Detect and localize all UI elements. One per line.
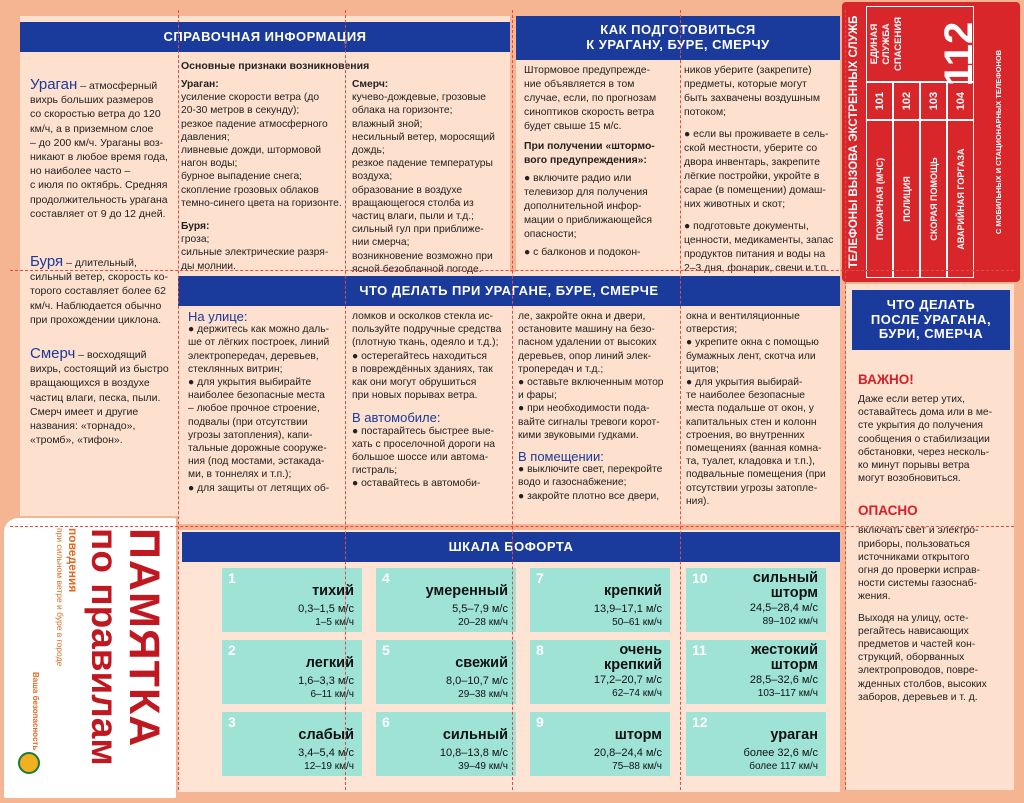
- cut-line-h1: [10, 270, 1014, 271]
- danger-label: ОПАСНО: [858, 503, 918, 519]
- hurricane-text-line: вихрь больших размеров: [30, 94, 154, 107]
- cut-line-v3: [512, 10, 513, 790]
- beaufort-number: 11: [692, 642, 707, 658]
- outside-text-line: наиболее безопасные места: [188, 390, 325, 402]
- prepare-col2-line: них животных и скот;: [684, 199, 786, 210]
- beaufort-speed: 28,5–32,6 м/с 103–117 км/ч: [749, 674, 818, 699]
- beaufort-item: [376, 712, 516, 776]
- beaufort-number: 4: [382, 570, 390, 586]
- hurricane-text-line: км/ч, а в приземном слое: [30, 122, 154, 135]
- whatdo-col1: [188, 310, 348, 495]
- outside-text-line: как они могут обрушиться: [352, 377, 477, 389]
- outside-text-line: ния (под мостами, эстакада-: [188, 456, 325, 468]
- outside-text-line: ● для укрытия выбирайте: [188, 377, 312, 389]
- signs-tornado-line: сильный гул при приближе-: [352, 224, 484, 236]
- car-text-line: остановите машину на безо-: [518, 324, 655, 336]
- memo-sub-line2: при сильном ветре и буре в городе: [55, 528, 65, 667]
- service-name: ПОЖАРНАЯ (МЧС): [866, 120, 893, 278]
- service-name: АВАРИЙНАЯ ГОРГАЗА: [947, 120, 974, 278]
- beaufort-number: 8: [536, 642, 544, 658]
- service-name: СКОРАЯ ПОМОЩЬ: [920, 120, 947, 278]
- beaufort-number: 7: [536, 570, 544, 586]
- outside-text-line: угрозы затопления), капи-: [188, 429, 313, 441]
- danger-text-line: заборов, деревьев и т. д.: [858, 691, 978, 703]
- after-title: ЧТО ДЕЛАТЬ ПОСЛЕ УРАГАНА, БУРИ, СМЕРЧА: [852, 290, 1010, 350]
- danger-text-line: [858, 604, 1010, 612]
- tornado-text-line: частиц влаги, песка, пыли.: [30, 391, 161, 404]
- room-head: В помещении:: [518, 449, 604, 465]
- beaufort-number: 2: [228, 642, 236, 658]
- beaufort-name: слабый: [298, 727, 354, 743]
- signs-tornado-line: дождь;: [352, 145, 385, 157]
- car-text-line: гистраль;: [352, 465, 398, 477]
- prepare-bullet-line: телевизор для получения: [524, 187, 648, 198]
- prepare-col2-line: 2–3 дня, фонарик, свечи и т.п.: [684, 263, 830, 274]
- beaufort-item: [376, 640, 516, 704]
- hurricane-text-line: – до 200 км/ч. Ураганы воз-: [30, 136, 164, 149]
- beaufort-item: [686, 640, 826, 704]
- beaufort-number: 3: [228, 714, 236, 730]
- outside-text-line: (плотную ткань, одеяло и т.д.);: [352, 337, 499, 349]
- outside-text-line: электропередач, деревьев,: [188, 350, 319, 362]
- beaufort-name: очень крепкий: [603, 642, 662, 673]
- prepare-col2-line: лёгкие постройки, укройте в: [684, 171, 820, 182]
- important-text-line: оставайтесь дома или в ме-: [858, 407, 993, 419]
- prepare-intro-line: случае, если, по прогнозам: [524, 93, 657, 104]
- signs-tornado-line: влажный зной;: [352, 118, 423, 130]
- danger-text-line: Выходя на улицу, осте-: [858, 612, 969, 624]
- prepare-bullet-line: ● включите радио или: [524, 173, 632, 184]
- whatdo-col4: [686, 310, 838, 508]
- tornado-text-line: вихрь, состоящий из быстро: [30, 363, 169, 376]
- car-text-line: ● оставайтесь в автомоби-: [352, 478, 481, 490]
- room-text-line: щитов;: [686, 363, 719, 375]
- outside-text-line: ломков и осколков стекла ис-: [352, 311, 493, 322]
- room-text-line: ния).: [686, 495, 710, 507]
- signs-hurricane-line: ливневые дожди, штормовой: [181, 145, 322, 157]
- prepare-intro-line: ние объявляется в том: [524, 79, 635, 90]
- beaufort-number: 6: [382, 714, 390, 730]
- outside-text-line: стеклянных витрин;: [188, 363, 283, 375]
- signs-hurricane-line: 20-30 метров в секунду);: [181, 105, 300, 117]
- memo-big-line1: ПАМЯТКА: [120, 528, 168, 748]
- prepare-intro-line: будет свыше 15 м/с.: [524, 121, 622, 132]
- room-text-line: строения, во внутренних: [686, 429, 805, 441]
- storm-text-line: км/ч. Наблюдается обычно: [30, 299, 162, 312]
- prepare-intro-line: синоптиков скорость ветра: [524, 107, 655, 118]
- beaufort-item: [222, 712, 362, 776]
- signs-hurricane-line: давления;: [181, 131, 230, 143]
- car-text-line: ● при необходимости пода-: [518, 403, 650, 415]
- beaufort-speed: 3,4–5,4 м/с 12–19 км/ч: [298, 747, 354, 772]
- signs-tornado-line: несильный ветер, моросящий: [352, 131, 495, 143]
- tornado-definition: [30, 347, 175, 447]
- prepare-bold-line: При получении «штормо-: [524, 141, 655, 152]
- room-text-line: ● закройте плотно все двери,: [518, 490, 660, 502]
- signs-tornado-line: ясной безоблачной погоде.: [352, 263, 482, 275]
- room-text-line: помещениях (ванная комна-: [686, 443, 822, 455]
- memo-brand: Ваша безопасность: [31, 672, 40, 751]
- car-text-line: вайте сигналы тревоги корот-: [518, 416, 660, 428]
- beaufort-speed: 24,5–28,4 м/с 89–102 км/ч: [749, 602, 818, 627]
- tornado-text-line: Смерч имеет и другие: [30, 405, 139, 418]
- whatdo-title: ЧТО ДЕЛАТЬ ПРИ УРАГАНЕ, БУРЕ, СМЕРЧЕ: [178, 276, 840, 306]
- memo-big-line2: по правилам: [84, 528, 125, 766]
- prepare-col2-line: ● если вы проживаете в сель-: [684, 129, 829, 140]
- prepare-bullet-line: опасности;: [524, 229, 577, 240]
- prepare-col2-line: быть захвачены воздушным: [684, 93, 821, 104]
- danger-text-line: предметов и частей кон-: [858, 639, 976, 651]
- prepare-col2-line: предметы, которые могут: [684, 79, 807, 90]
- signs-tornado-line: воздуха;: [352, 171, 393, 183]
- outside-text-line: в повреждённых зданиях, так: [352, 363, 493, 375]
- hurricane-text-line: продолжительность урагана: [30, 193, 168, 206]
- signs-tornado-line: нии смерча;: [352, 237, 410, 249]
- outside-text-line: ● для защиты от летящих об-: [188, 482, 330, 494]
- hurricane-text-line: составляет от 9 до 12 дней.: [30, 207, 166, 220]
- danger-text-line: регайтесь нависающих: [858, 625, 969, 637]
- unified-line1: ЕДИНАЯ СЛУЖБА: [869, 23, 892, 65]
- after-content: [858, 372, 1010, 704]
- signs-hurricane-line: резкое падение атмосферного: [181, 118, 328, 130]
- beaufort-speed: 0,3–1,5 м/с 1–5 км/ч: [298, 603, 354, 628]
- signs-tornado: [352, 78, 508, 276]
- beaufort-speed: более 32,6 м/с более 117 км/ч: [743, 747, 818, 772]
- hurricane-text-line: с июля по октябрь. Средняя: [30, 179, 168, 192]
- emergency-note: С МОБИЛЬНЫХ И СТАЦИОНАРНЫХ ТЕЛЕФОНОВ: [994, 49, 1003, 235]
- car-text-line: деревьев, опор линий элек-: [518, 350, 652, 362]
- prepare-bullet-line: мации о приближающейся: [524, 215, 652, 226]
- service-code: 101: [866, 82, 893, 120]
- prepare-bullet-line: ● с балконов и подокон-: [524, 247, 641, 258]
- outside-head: На улице:: [188, 309, 248, 324]
- beaufort-item: [222, 640, 362, 704]
- outside-text-line: ми, в тоннелях и т.п.);: [188, 469, 292, 481]
- cut-line-h2: [10, 526, 1014, 527]
- signs-storm-line: сильные электрические разря-: [181, 247, 329, 259]
- beaufort-name: сильный шторм: [752, 570, 818, 601]
- danger-text-line: огня до проверки исправ-: [858, 565, 980, 577]
- signs-hurricane: [181, 78, 347, 273]
- signs-tornado-line: вращающегося столба из: [352, 197, 474, 209]
- beaufort-item: [530, 712, 670, 776]
- important-text-line: Даже если ветер утих,: [858, 394, 965, 405]
- important-text-line: сообщения о стабилизации: [858, 433, 990, 445]
- prepare-title: КАК ПОДГОТОВИТЬСЯ К УРАГАНУ, БУРЕ, СМЕРЧУ: [516, 16, 840, 60]
- beaufort-name: сильный: [442, 727, 508, 743]
- danger-text-line: включать свет и электро-: [858, 525, 979, 537]
- important-label: ВАЖНО!: [858, 372, 914, 387]
- car-text-line: и фары;: [518, 390, 557, 402]
- hurricane-text-line: – атмосферный: [77, 80, 158, 92]
- room-text-line: окна и вентиляционные: [686, 311, 800, 322]
- storm-text-line: сильный ветер, скорость ко-: [30, 271, 168, 284]
- storm-text-line: при прохождении циклона.: [30, 313, 162, 326]
- signs-hurricane-line: скопление грозовых облаков: [181, 184, 319, 196]
- beaufort-item: [686, 712, 826, 776]
- service-code: 103: [920, 82, 947, 120]
- memo-rotated: [8, 522, 172, 786]
- car-text-line: ● оставьте включенным мотор: [518, 377, 664, 389]
- beaufort-title: ШКАЛА БОФОРТА: [182, 532, 840, 562]
- prepare-bold-line: вого предупреждения»:: [524, 155, 647, 166]
- beaufort-number: 9: [536, 714, 544, 730]
- prepare-col2-line: [684, 120, 836, 128]
- room-text-line: отверстия;: [686, 324, 738, 336]
- room-text-line: ● укрепите окна с помощью: [686, 337, 819, 349]
- car-text-line: кими звуковыми гудками.: [518, 429, 639, 441]
- storm-definition: [30, 255, 175, 327]
- prepare-col2-line: ● подготовьте документы,: [684, 221, 809, 232]
- beaufort-name: умеренный: [425, 583, 508, 599]
- signs-hurricane-head: Ураган:: [181, 79, 219, 90]
- tornado-text-line: названия: «торнадо»,: [30, 420, 136, 433]
- room-text-line: подвальные помещения (при: [686, 469, 826, 481]
- car-text-line: ● постарайтесь быстрее вые-: [352, 425, 494, 437]
- beaufort-number: 10: [692, 570, 708, 586]
- signs-storm-line: гроза;: [181, 234, 210, 246]
- hurricane-definition: [30, 78, 175, 221]
- prepare-col2-line: двора инвентарь, закрепите: [684, 157, 821, 168]
- signs-hurricane-line: усиление скорости ветра (до: [181, 92, 320, 104]
- signs-title: Основные признаки возникновения: [181, 60, 370, 72]
- ref-definitions: [30, 78, 175, 447]
- whatdo-col2: [352, 310, 512, 491]
- room-text-line: ● для укрытия выбирай-: [686, 377, 803, 389]
- danger-text-line: струкций, оборванных: [858, 652, 965, 664]
- car-text-line: большое шоссе или автома-: [352, 452, 489, 464]
- emergency-rotated: [846, 6, 1016, 278]
- room-text-line: капитальных стен и колонн: [686, 416, 817, 428]
- danger-text-line: источниками открытого: [858, 551, 970, 563]
- prepare-col2-line: ценности, медикаменты, запас: [684, 235, 834, 246]
- storm-text-line: торого составляет более 62: [30, 285, 166, 298]
- cut-line-v5: [845, 10, 846, 790]
- tornado-text-line: «тромб», «тифон».: [30, 434, 123, 447]
- danger-text-line: ности системы газоснаб-: [858, 578, 977, 590]
- important-text-line: сте укрытия до получения: [858, 420, 983, 432]
- important-text-line: обстановки, через несколь-: [858, 446, 990, 458]
- prepare-col2-line: [684, 212, 836, 220]
- signs-storm-line: ды молнии.: [181, 260, 236, 272]
- hurricane-text-line: никают в любое время года,: [30, 151, 168, 164]
- brand-badge: [18, 752, 40, 774]
- outside-text-line: ● остерегайтесь находиться: [352, 350, 487, 362]
- outside-text-line: пользуйте подручные средства: [352, 324, 502, 336]
- cut-line-v1: [178, 10, 179, 790]
- prepare-bullet-line: дополнительной инфор-: [524, 201, 642, 212]
- room-text-line: ● выключите свет, перекройте: [518, 464, 663, 476]
- signs-tornado-line: образование в воздухе: [352, 184, 463, 196]
- prepare-col2-line: сарае (в помещении) домаш-: [684, 185, 826, 196]
- whatdo-col3: [518, 310, 682, 503]
- tornado-term: Смерч: [30, 345, 76, 363]
- beaufort-speed: 17,2–20,7 м/с 62–74 км/ч: [593, 674, 662, 699]
- beaufort-item: [376, 568, 516, 632]
- hurricane-text-line: но наиболее часто –: [30, 165, 131, 178]
- beaufort-name: жестокий шторм: [751, 642, 818, 673]
- signs-tornado-line: возникновение возможно при: [352, 250, 493, 262]
- car-text-line: хать с проселочной дороги на: [352, 438, 496, 450]
- beaufort-speed: 1,6–3,3 м/с 6–11 км/ч: [298, 675, 354, 700]
- tornado-text-line: вращающихся в воздухе: [30, 377, 150, 390]
- outside-text-line: – любое прочное строение,: [188, 403, 320, 415]
- prepare-col2-line: ников уберите (закрепите): [684, 65, 812, 76]
- room-text-line: та, туалет, кладовка и т.п.),: [686, 456, 815, 468]
- car-text-line: ле, закройте окна и двери,: [518, 311, 646, 322]
- prepare-col1: [524, 64, 680, 260]
- prepare-col2: [684, 64, 836, 276]
- beaufort-name: тихий: [312, 583, 354, 599]
- signs-tornado-line: резкое падение температуры: [352, 158, 493, 170]
- beaufort-speed: 20,8–24,4 м/с 75–88 км/ч: [593, 747, 662, 772]
- unified-number: 112: [937, 21, 981, 87]
- beaufort-speed: 5,5–7,9 м/с 20–28 км/ч: [452, 603, 508, 628]
- signs-hurricane-line: нагон воды;: [181, 158, 238, 170]
- unified-line2: СПАСЕНИЯ: [893, 16, 904, 72]
- signs-storm-head: Буря:: [181, 221, 210, 233]
- beaufort-item: [222, 568, 362, 632]
- signs-hurricane-line: бурное выпадение снега;: [181, 171, 303, 183]
- room-text-line: отсутствии угрозы затопле-: [686, 482, 818, 494]
- service-code: 102: [893, 82, 920, 120]
- beaufort-item: [530, 568, 670, 632]
- tornado-text-line: – восходящий: [75, 349, 147, 362]
- signs-tornado-line: облака на горизонте;: [352, 105, 453, 117]
- danger-text-line: жения.: [858, 591, 891, 603]
- beaufort-name: ураган: [770, 727, 818, 743]
- outside-text-line: подвалы (при отсутствии: [188, 416, 308, 428]
- beaufort-number: 5: [382, 642, 390, 658]
- beaufort-speed: 8,0–10,7 м/с 29–38 км/ч: [446, 675, 508, 700]
- signs-hurricane-line: темно-синего цвета на горизонте.: [181, 197, 342, 209]
- danger-text-line: электропроводов, повре-: [858, 665, 979, 677]
- signs-tornado-line: частиц влаги, пыли и т.д.;: [352, 211, 475, 223]
- beaufort-speed: 13,9–17,1 м/с 50–61 км/ч: [593, 603, 662, 628]
- cut-line-v2: [345, 10, 346, 790]
- danger-text-line: жденных столбов, высоких: [858, 678, 987, 690]
- memo-sub-line1: поведения: [66, 528, 80, 593]
- hurricane-text-line: со скоростью ветра до 120: [30, 108, 161, 121]
- car-text-line: тропередач и т.д.;: [518, 363, 604, 375]
- service-name: ПОЛИЦИЯ: [893, 120, 920, 278]
- room-text-line: бумажных лент, скотча или: [686, 350, 816, 362]
- beaufort-name: свежий: [455, 655, 508, 671]
- beaufort-name: крепкий: [603, 583, 662, 599]
- signs-tornado-line: кучево-дождевые, грозовые: [352, 92, 486, 104]
- beaufort-item: [530, 640, 670, 704]
- storm-term: Буря: [30, 253, 64, 271]
- outside-text-line: ● держитесь как можно даль-: [188, 324, 330, 336]
- car-head: В автомобиле:: [352, 410, 441, 426]
- storm-text-line: – длительный,: [63, 257, 137, 270]
- beaufort-name: легкий: [305, 655, 354, 671]
- room-text-line: водо и газоснабжение;: [518, 477, 627, 489]
- hurricane-term: Ураган: [30, 76, 78, 93]
- emergency-title: ТЕЛЕФОНЫ ВЫЗОВА ЭКСТРЕННЫХ СЛУЖБ: [848, 15, 860, 269]
- beaufort-number: 12: [692, 714, 708, 730]
- beaufort-name: шторм: [614, 727, 662, 743]
- beaufort-speed: 10,8–13,8 м/с 39–49 км/ч: [439, 747, 508, 772]
- outside-text-line: при новых порывах ветра.: [352, 390, 478, 402]
- outside-text-line: ше от лёгких построек, линий: [188, 337, 330, 349]
- prepare-col2-line: ской местности, уберите со: [684, 143, 818, 154]
- important-text-line: могут возобновиться.: [858, 473, 961, 485]
- prepare-col2-line: продуктов питания и воды на: [684, 249, 826, 260]
- room-text-line: те наиболее безопасные: [686, 390, 805, 402]
- service-code: 104: [947, 82, 974, 120]
- cut-line-v4: [680, 10, 681, 790]
- danger-text-line: приборы, пользоваться: [858, 538, 970, 550]
- room-text-line: места подальше от окон, у: [686, 403, 814, 415]
- beaufort-number: 1: [228, 570, 236, 586]
- prepare-intro-line: Штормовое предупрежде-: [524, 65, 651, 76]
- ref-title: СПРАВОЧНАЯ ИНФОРМАЦИЯ: [20, 22, 510, 52]
- important-text-line: ко минут порывы ветра: [858, 460, 970, 472]
- outside-text-line: тальные дорожные сооруже-: [188, 443, 327, 455]
- beaufort-item: [686, 568, 826, 632]
- signs-tornado-head: Смерч:: [352, 79, 389, 90]
- prepare-col2-line: потоком;: [684, 107, 727, 118]
- car-text-line: пасном удалении от высоких: [518, 337, 657, 349]
